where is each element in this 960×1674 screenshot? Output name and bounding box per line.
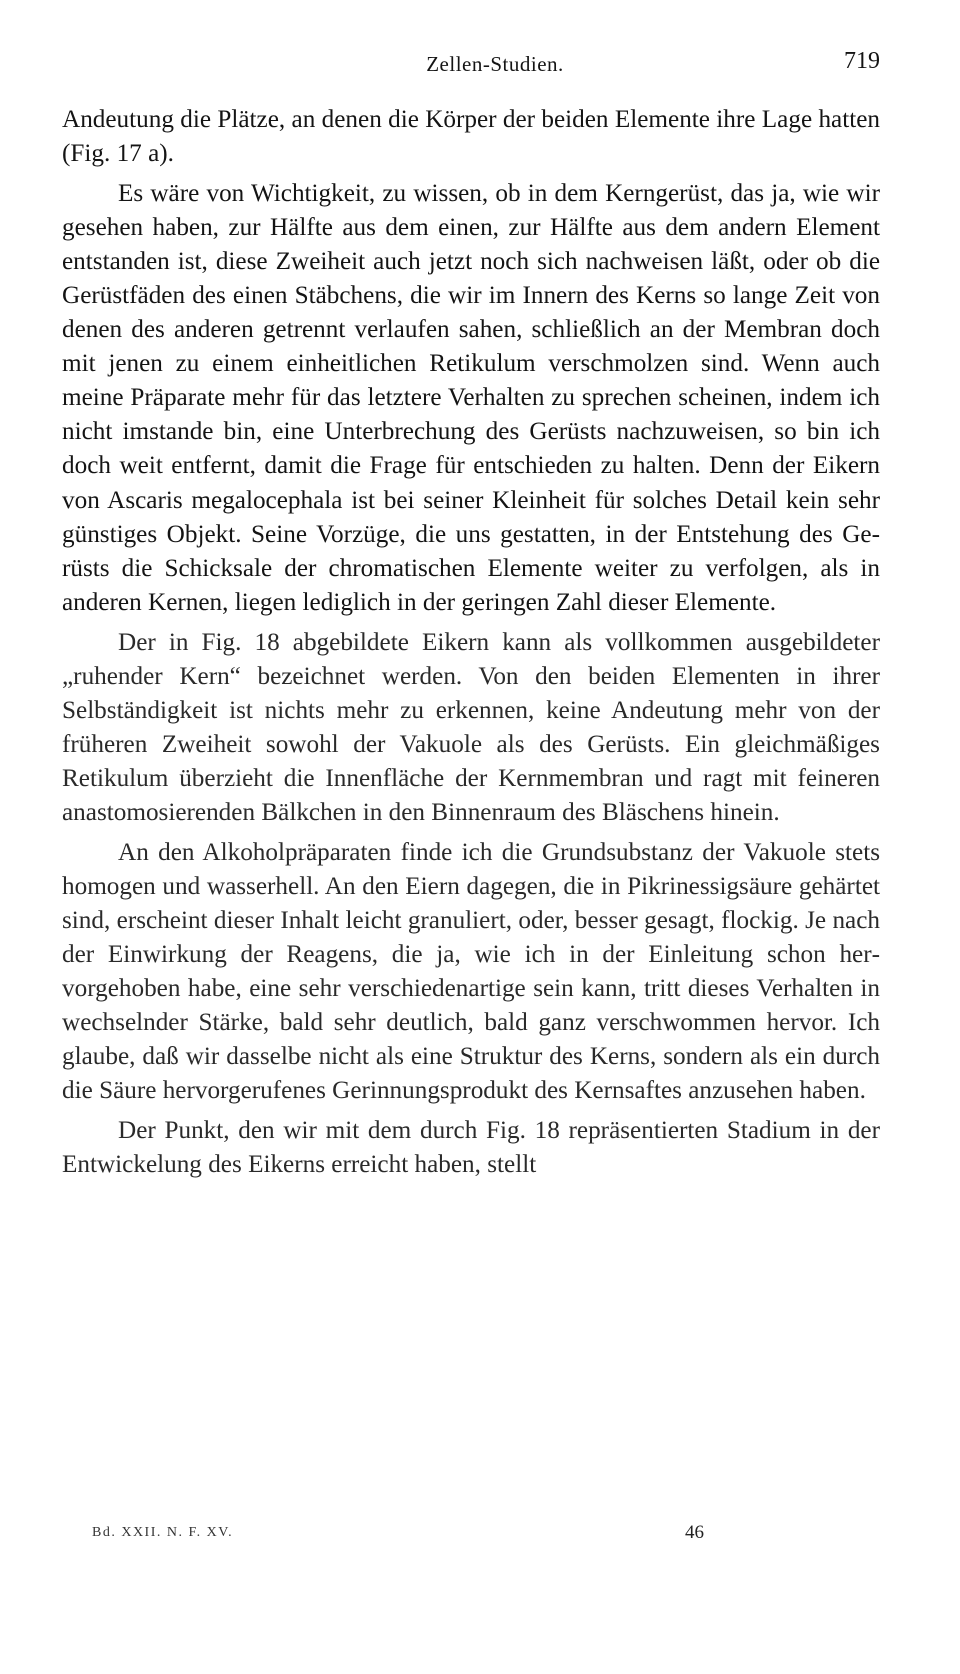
paragraph: Der Punkt, den wir mit dem durch Fig. 18 repräsentierten Stadium in der Entwickelung des Eikerns erreicht haben, stellt: [62, 1117, 880, 1179]
paragraph: Andeutung die Plätze, an denen die Körper der beiden Elemente ihre Lage hatten (Fig. 17 a).: [62, 106, 880, 168]
sheet-number: 46: [685, 1522, 704, 1543]
paragraph: Der in Fig. 18 abgebildete Eikern kann als vollkommen ausgebildeter „ruhender Kern“ bezeichnet werden. Von den beiden Elementen in ihrer Selbständigkeit ist nichts mehr zu erkennen, keine Andeutung mehr von der früheren Zweiheit sowohl der Vakuole als des Gerüsts. Ein gleichmäßiges Retikulum überzieht die Innenfläche der Kernmembran und ragt mit feineren anastomosierenden Bälkchen in den Binnenraum des Bläschens hinein.: [62, 628, 880, 826]
page-number: 719: [844, 48, 880, 74]
paragraph: Es wäre von Wichtigkeit, zu wissen, ob in dem Kerngerüst, das ja, wie wir gesehen haben, zur Hälfte aus dem einen, zur Hälfte aus dem andern Element entstanden ist, diese Zweiheit auch jetzt noch sich nachweisen läßt, oder ob die Gerüstfäden des einen Stäbchens, die wir im Innern des Kerns so lange Zeit von denen des anderen getrennt verlaufen sahen, schließlich an der Membran doch mit jenen zu einem einheitlichen Retikulum verschmolzen sind. Wenn auch meine Präparate mehr für das letztere Verhalten zu sprechen scheinen, indem ich nicht imstande bin, eine Unterbrechung des Gerüsts nachzuweisen, so bin ich doch weit entfernt, damit die Frage für entschieden zu halten. Denn der Eikern von Ascaris megalocephala ist bei seiner Kleinheit für solches Detail kein sehr günstiges Objekt. Seine Vorzüge, die uns gestatten, in der Entstehung des Gerüsts die Schicksale der chromatischen Elemente weiter zu verfolgen, als in anderen Kernen, liegen lediglich in der geringen Zahl dieser Elemente.: [62, 180, 880, 616]
body-text: [62, 103, 880, 1182]
running-title: Zellen-Studien.: [426, 52, 564, 76]
paragraph: An den Alkoholpräparaten finde ich die Grundsubstanz der Vakuole stets homogen und wasserhell. An den Eiern dagegen, die in Pikrinessigsäure gehärtet sind, erscheint dieser Inhalt leicht granuliert, oder, besser gesagt, flockig. Je nach der Einwirkung der Reagens, die ja, wie ich in der Einleitung schon hervorgehoben habe, eine sehr verschiedenartige sein kann, tritt dieses Verhalten in wechselnder Stärke, bald sehr deutlich, bald ganz verschwommen hervor. Ich glaube, daß wir dasselbe nicht als eine Struktur des Kerns, sondern als ein durch die Säure hervorgerufenes Gerinnungsprodukt des Kernsaftes anzusehen haben.: [62, 838, 880, 1105]
printer-signature: Bd. XXII. N. F. XV.: [92, 1525, 234, 1540]
